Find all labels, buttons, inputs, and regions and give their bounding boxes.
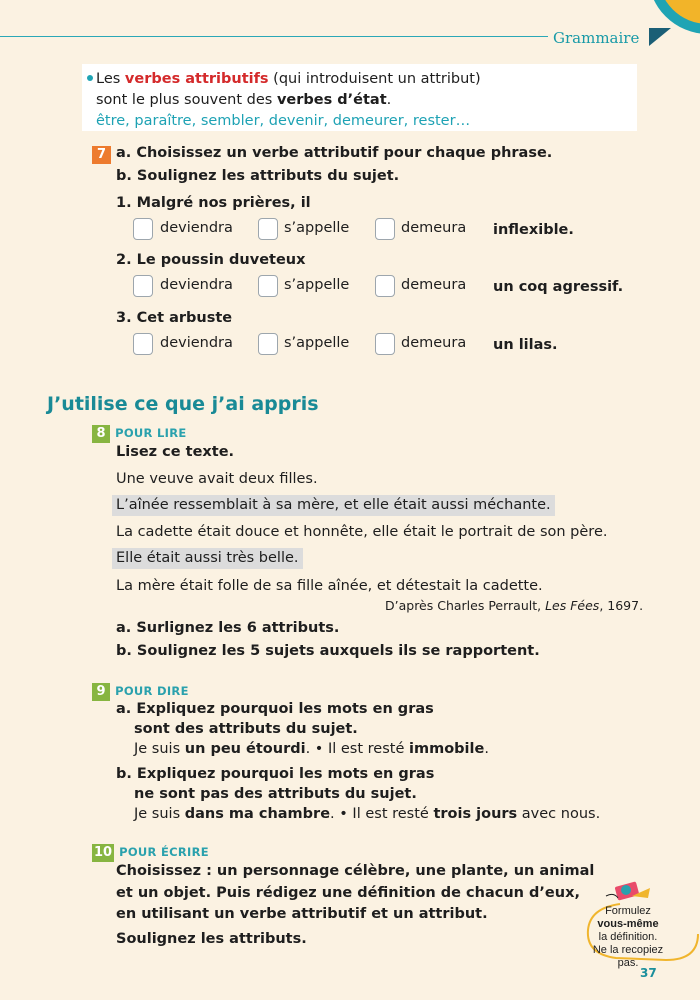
- text-line-4: Elle était aussi très belle.: [112, 548, 303, 569]
- text-line-3: La cadette était douce et honnête, elle était le portrait de son père.: [116, 524, 608, 540]
- exercise-8-number: 8: [92, 425, 110, 443]
- checkbox-item-1-deviendra[interactable]: [133, 218, 153, 240]
- exercise-9-b-line-1: b. Expliquez pourquoi les mots en gras: [116, 766, 435, 782]
- exercise-9-label: POUR DIRE: [115, 684, 189, 698]
- exercise-9-a-example: Je suis un peu étourdi. • Il est resté immobile.: [134, 741, 489, 757]
- checkbox-item-1-demeura[interactable]: [375, 218, 395, 240]
- checkbox-item-2-demeura[interactable]: [375, 275, 395, 297]
- exercise-7-number: 7: [92, 143, 111, 164]
- option-label: demeura: [401, 277, 467, 293]
- corner-triangle: [649, 28, 671, 46]
- page-number: 37: [640, 966, 657, 980]
- exercise-10-line-1: Choisissez : un personnage célèbre, une plante, un animal: [116, 863, 595, 879]
- text-source: D’après Charles Perrault, Les Fées, 1697.: [385, 598, 644, 613]
- option-label: demeura: [401, 220, 467, 236]
- exercise-10-header: [92, 841, 209, 862]
- exercise-10-number: 10: [93, 845, 113, 860]
- exercise-10-label: POUR ÉCRIRE: [119, 845, 209, 859]
- option-label: s’appelle: [284, 220, 350, 236]
- option-label: demeura: [401, 335, 467, 351]
- header-rule: [0, 36, 548, 37]
- option-label: deviendra: [160, 335, 233, 351]
- rule-line-2: sont le plus souvent des verbes d’état.: [96, 92, 392, 108]
- bullet-icon: [87, 75, 93, 81]
- rule-examples: être, paraître, sembler, devenir, demeurer, rester…: [96, 113, 471, 129]
- exercise-10-line-4: Soulignez les attributs.: [116, 931, 307, 947]
- option-label: s’appelle: [284, 335, 350, 351]
- exercise-7-item-2-prompt: 2. Le poussin duveteux: [116, 252, 306, 268]
- checkbox-item-3-demeura[interactable]: [375, 333, 395, 355]
- text-line-5: La mère était folle de sa fille aînée, et détestait la cadette.: [116, 578, 543, 594]
- option-label: deviendra: [160, 277, 233, 293]
- tip-text: Formulez vous-même la définition. Ne la recopiez pas.: [592, 905, 664, 969]
- section-tag: Grammaire: [553, 29, 640, 47]
- text-line-2: L’aînée ressemblait à sa mère, et elle était aussi méchante.: [112, 495, 555, 516]
- exercise-8-label: POUR LIRE: [115, 426, 187, 440]
- exercise-8-instruction: Lisez ce texte.: [116, 444, 235, 460]
- exercise-7-item-1-prompt: 1. Malgré nos prières, il: [116, 195, 311, 211]
- section-title: J’utilise ce que j’ai appris: [47, 393, 319, 415]
- option-label: deviendra: [160, 220, 233, 236]
- exercise-7-instruction-b: b. Soulignez les attributs du sujet.: [116, 168, 400, 184]
- exercise-9-a-line-2: sont des attributs du sujet.: [134, 721, 358, 737]
- rule-line-1: Les verbes attributifs (qui introduisent un attribut): [96, 71, 481, 87]
- checkbox-item-3-sappelle[interactable]: [258, 333, 278, 355]
- checkbox-item-1-sappelle[interactable]: [258, 218, 278, 240]
- exercise-9-number: 9: [92, 683, 110, 701]
- item-3-ending: un lilas.: [493, 337, 558, 353]
- item-1-ending: inflexible.: [493, 222, 574, 238]
- exercise-8-header: [92, 422, 187, 443]
- checkbox-item-2-sappelle[interactable]: [258, 275, 278, 297]
- exercise-10-line-2: et un objet. Puis rédigez une définition de chacun d’eux,: [116, 885, 580, 901]
- rule-box: [82, 64, 637, 131]
- option-label: s’appelle: [284, 277, 350, 293]
- exercise-9-header: [92, 680, 189, 701]
- exercise-7-instruction-a: a. Choisissez un verbe attributif pour chaque phrase.: [116, 145, 553, 161]
- checkbox-item-3-deviendra[interactable]: [133, 333, 153, 355]
- exercise-7-item-3-prompt: 3. Cet arbuste: [116, 310, 233, 326]
- checkbox-item-2-deviendra[interactable]: [133, 275, 153, 297]
- item-2-ending: un coq agressif.: [493, 279, 624, 295]
- exercise-9-a-line-1: a. Expliquez pourquoi les mots en gras: [116, 701, 434, 717]
- exercise-8-task-b: b. Soulignez les 5 sujets auxquels ils se rapportent.: [116, 643, 540, 659]
- exercise-9-b-example: Je suis dans ma chambre. • Il est resté trois jours avec nous.: [134, 806, 601, 822]
- exercise-8-task-a: a. Surlignez les 6 attributs.: [116, 620, 340, 636]
- text-line-1: Une veuve avait deux filles.: [116, 471, 318, 487]
- exercise-9-b-line-2: ne sont pas des attributs du sujet.: [134, 786, 417, 802]
- exercise-10-line-3: en utilisant un verbe attributif et un attribut.: [116, 906, 488, 922]
- rule-term: verbes attributifs: [124, 71, 269, 87]
